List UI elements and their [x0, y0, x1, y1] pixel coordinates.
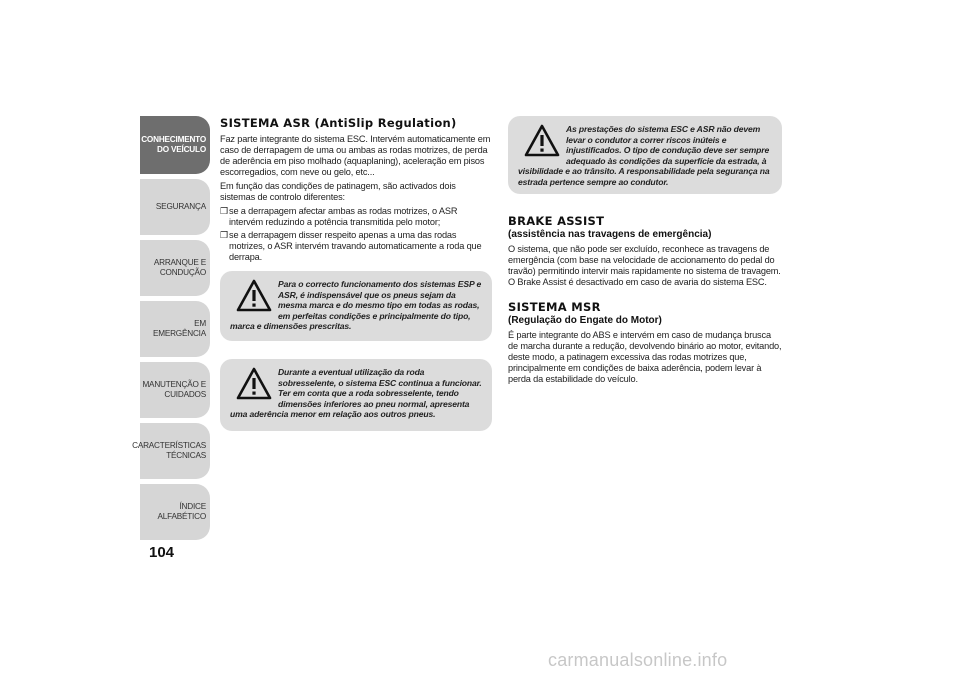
msr-section [508, 300, 782, 385]
warning-text: Durante a eventual utilização da roda sobresselente, o sistema ESC continua a funcionar. Ter em conta que a roda sobresselente, tendo dimensões inferiores ao pneu normal, apresenta uma aderência menor em relação aos outros pneus. [230, 367, 482, 420]
tab-conhecimento-do-veiculo[interactable] [140, 116, 210, 174]
list-item [220, 230, 492, 263]
brake-assist-section [508, 214, 782, 288]
tab-seguranca[interactable] [140, 179, 210, 235]
warning-triangle-icon [236, 367, 272, 401]
chapter-sidebar [132, 116, 210, 545]
asr-title: SISTEMA ASR (AntiSlip Regulation) [220, 116, 457, 130]
brake-assist-body: O sistema, que não pode ser excluído, reconhece as travagens de emergência (com base na velocidade de accionamento do pedal do travão) permitindo intervir mais rapidamente no sistema de travagem. O Brake Assist é desactivado em caso de avaria do sistema ESC. [508, 244, 781, 287]
tab-manutencao-e-cuidados[interactable] [140, 362, 210, 418]
warning-triangle-icon [236, 279, 272, 313]
list-item-text: se a derrapagem disser respeito apenas a uma das rodas motrizes, o ASR intervém travando automaticamente a roda que derrapa. [229, 230, 482, 262]
tab-label: MANUTENÇÃO E CUIDADOS [142, 380, 206, 399]
tab-em-emergencia[interactable] [140, 301, 210, 357]
msr-subtitle: (Regulação do Engate do Motor) [508, 315, 662, 326]
warning-box-spare-wheel [220, 359, 492, 431]
warning-text: Para o correcto funcionamento dos sistemas ESP e ASR, é indispensável que os pneus sejam da mesma marca e do mesmo tipo em todas as rodas, em perfeitas condições e principalmente do tipo, marca e dimensões prescritas. [230, 279, 482, 332]
warning-text: As prestações do sistema ESC e ASR não devem levar o condutor a correr riscos inúteis e injustificados. O tipo de condução deve ser sempre adequado às condições da superfície da estrada, à visibilidade e ao trânsito. A responsabilidade pela segurança na estrada pertence sempre ao condutor. [518, 124, 770, 187]
asr-paragraph-1: Faz parte integrante do sistema ESC. Intervém automaticamente em caso de derrapagem de uma ou ambas as rodas motrizes, de perda de aderência em piso molhado (aquaplaning), aceleração em pisos escorregadios, com neve ou gelo, etc... [220, 134, 491, 177]
asr-paragraph-2: Em função das condições de patinagem, são activados dois sistemas de controlo diferentes: [220, 181, 456, 202]
left-column [220, 116, 492, 431]
tab-label: CONHECIMENTO DO VEÍCULO [141, 135, 206, 154]
tab-label: EM EMERGÊNCIA [152, 319, 206, 338]
checkbox-bullet-icon: ❒ [220, 230, 229, 240]
msr-body: É parte integrante do ABS e intervém em caso de mudança brusca de marcha durante a redução, devolvendo binário ao motor, evitando, deste modo, a patinagem excessiva das rodas motrizes que, principalmente em condições de baixa aderência, podem levar à perda da estabilidade do veículo. [508, 330, 782, 384]
tab-arranque-e-conducao[interactable] [140, 240, 210, 296]
warning-box-tyres [220, 271, 492, 341]
right-column [508, 116, 782, 397]
warning-triangle-icon [524, 124, 560, 158]
tab-caracteristicas-tecnicas[interactable] [132, 423, 210, 479]
tab-label: CARACTERÍSTICAS TÉCNICAS [132, 441, 206, 460]
tab-indice-alfabetico[interactable] [140, 484, 210, 540]
brake-assist-subtitle: (assistência nas travagens de emergência) [508, 229, 712, 240]
tab-label: SEGURANÇA [155, 202, 206, 211]
checkbox-bullet-icon: ❒ [220, 206, 229, 216]
list-item [220, 206, 492, 228]
list-item-text: se a derrapagem afectar ambas as rodas motrizes, o ASR intervém reduzindo a potência transmitida pelo motor; [229, 206, 458, 227]
page-number: 104 [149, 544, 175, 561]
watermark: carmanualsonline.info [548, 650, 728, 670]
tab-label: ÍNDICE ALFABÉTICO [157, 502, 206, 521]
tab-label: ARRANQUE E CONDUÇÃO [153, 258, 206, 277]
warning-box-driving-risk [508, 116, 782, 194]
brake-assist-title: BRAKE ASSIST [508, 214, 605, 228]
msr-title: SISTEMA MSR [508, 300, 601, 314]
